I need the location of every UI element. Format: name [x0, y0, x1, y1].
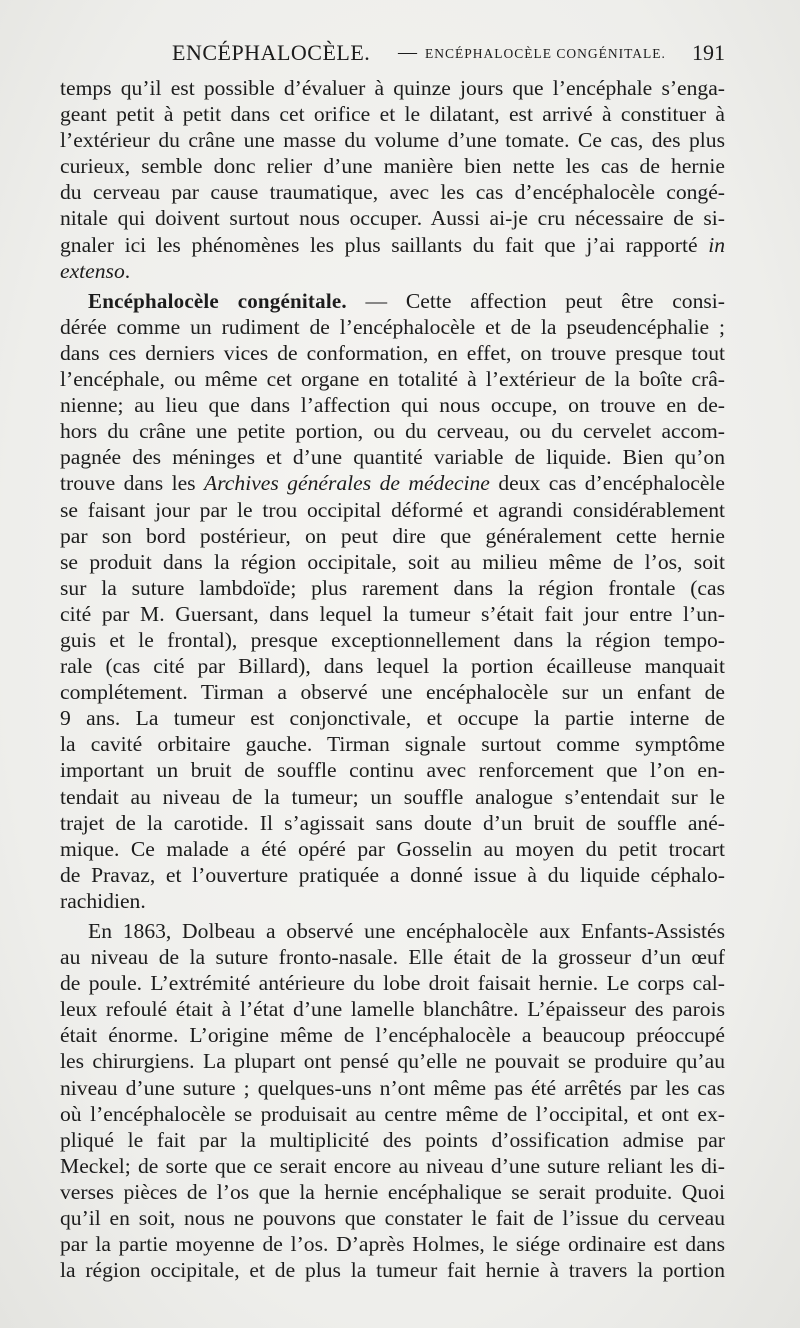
text-fragment: trouve dans les — [60, 471, 205, 496]
text-line: l’encéphale, ou même cet organe en totalité à l’extérieur de la boîte crâ- — [60, 367, 725, 392]
text-line: nienne; au lieu que dans l’affection qui nous occupe, on trouve en de- — [60, 393, 725, 418]
running-subtitle: ENCÉPHALOCÈLE CONGÉNITALE. — [425, 46, 666, 61]
text-line: leux refoulé était à l’état d’une lamelle blanchâtre. L’épaisseur des parois — [60, 997, 725, 1022]
text-line: par la partie moyenne de l’os. D’après Holmes, le siége ordinaire est dans — [60, 1232, 725, 1257]
text-line: curieux, semble donc relier d’une manière bien nette les cas de hernie — [60, 154, 725, 179]
text-line: dans ces derniers vices de conformation, en effet, on trouve presque tout — [60, 340, 725, 365]
text-line: dérée comme un rudiment de l’encéphalocèle et de la pseudencéphalie ; — [60, 314, 725, 339]
text-line — [60, 288, 725, 314]
text-line: les chirurgiens. La plupart ont pensé qu’elle ne pouvait se produire qu’au — [60, 1049, 725, 1074]
body-text — [60, 75, 725, 1283]
text-line: se faisant jour par le trou occipital déformé et agrandi considérablement — [60, 497, 725, 522]
running-header — [60, 40, 725, 70]
text-fragment: gnaler ici les phénomènes les plus saillants du fait que j’ai rapporté — [60, 232, 698, 257]
text-line — [60, 258, 725, 284]
text-line: sur la suture lambdoïde; plus rarement dans la région frontale (cas — [60, 575, 725, 600]
text-line: complétement. Tirman a observé une encéphalocèle sur un enfant de — [60, 680, 725, 705]
text-line: guis et le frontal), presque exceptionnellement dans la région tempo- — [60, 627, 725, 652]
text-line: tendait au niveau de la tumeur; un souffle analogue s’entendait sur le — [60, 784, 725, 809]
text-line — [60, 470, 725, 496]
text-line: En 1863, Dolbeau a observé une encéphalocèle aux Enfants-Assistés — [88, 919, 725, 943]
text-line: important un bruit de souffle continu avec renforcement que l’on en- — [60, 758, 725, 783]
text-line: où l’encéphalocèle se produisait au centre même de l’occipital, et ont ex- — [60, 1101, 725, 1126]
text-line: rachidien. — [60, 888, 146, 913]
text-line: pagnée des méninges et d’une quantité variable de liquide. Bien qu’on — [60, 445, 725, 470]
text-line: de Pravaz, et l’ouverture pratiquée a donné issue à du liquide céphalo- — [60, 862, 725, 887]
text-fragment: . — [124, 258, 131, 283]
italic-title: Archives générales de médecine — [204, 471, 490, 496]
text-line: était énorme. L’origine même de l’encéphalocèle a beaucoup préoccupé — [60, 1023, 725, 1048]
running-title: ENCÉPHALOCÈLE. — [172, 40, 371, 65]
text-line: qu’il en soit, nous ne pouvons que constater le fait de l’issue du cerveau — [60, 1206, 725, 1231]
section-heading: Encéphalocèle congénitale. — [88, 288, 347, 313]
paragraph-3 — [60, 918, 725, 1283]
text-fragment: — Cette affection peut être consi- — [346, 288, 725, 313]
text-line: cité par M. Guersant, dans lequel la tumeur s’était fait jour entre l’un- — [60, 601, 725, 626]
text-line: 9 ans. La tumeur est conjonctivale, et occupe la partie interne de — [60, 706, 725, 731]
text-line: par son bord postérieur, on peut dire que généralement cette hernie — [60, 523, 725, 548]
text-fragment: deux cas d’encéphalocèle — [489, 471, 725, 496]
text-line: geant petit à petit dans cet orifice et le dilatant, est arrivé à constituer à — [60, 102, 725, 127]
page-number: 191 — [692, 40, 725, 65]
text-line: la cavité orbitaire gauche. Tirman signale surtout comme symptôme — [60, 732, 725, 757]
italic-phrase: extenso — [60, 258, 125, 283]
text-line: au niveau de la suture fronto-nasale. Elle était de la grosseur d’un œuf — [60, 945, 725, 970]
header-dash: — — [398, 42, 417, 63]
paragraph-1 — [60, 75, 725, 284]
text-line: niveau d’une suture ; quelques-uns n’ont même pas été arrêtés par les cas — [60, 1075, 725, 1100]
text-line — [60, 232, 725, 258]
text-line: l’extérieur du crâne une masse du volume d’une tomate. Ce cas, des plus — [60, 128, 725, 153]
text-line: la région occipitale, et de plus la tumeur fait hernie à travers la portion — [60, 1258, 725, 1283]
text-line: temps qu’il est possible d’évaluer à quinze jours que l’encéphale s’enga- — [60, 76, 725, 100]
text-line: mique. Ce malade a été opéré par Gosselin au moyen du petit trocart — [60, 836, 725, 861]
text-line: pliqué le fait par la multiplicité des points d’ossification admise par — [60, 1127, 725, 1152]
text-line: du cerveau par cause traumatique, avec les cas d’encéphalocèle congé- — [60, 180, 725, 205]
text-line: hors du crâne une petite portion, ou du cerveau, ou du cervelet accom- — [60, 419, 725, 444]
text-line: trajet de la carotide. Il s’agissait sans doute d’un bruit de souffle ané- — [60, 810, 725, 835]
text-line: nitale qui doivent surtout nous occuper. Aussi ai-je cru nécessaire de si- — [60, 206, 725, 231]
text-line: verses pièces de l’os que la hernie encéphalique se serait produite. Quoi — [60, 1179, 725, 1204]
text-line: de poule. L’extrémité antérieure du lobe droit faisait hernie. Le corps cal- — [60, 971, 725, 996]
paragraph-2 — [60, 288, 725, 914]
text-line: se produit dans la région occipitale, soit au milieu même de l’os, soit — [60, 549, 725, 574]
text-line: rale (cas cité par Billard), dans lequel la portion écailleuse manquait — [60, 654, 725, 679]
italic-phrase: in — [708, 232, 726, 257]
text-line: Meckel; de sorte que ce serait encore au niveau d’une suture reliant les di- — [60, 1153, 725, 1178]
